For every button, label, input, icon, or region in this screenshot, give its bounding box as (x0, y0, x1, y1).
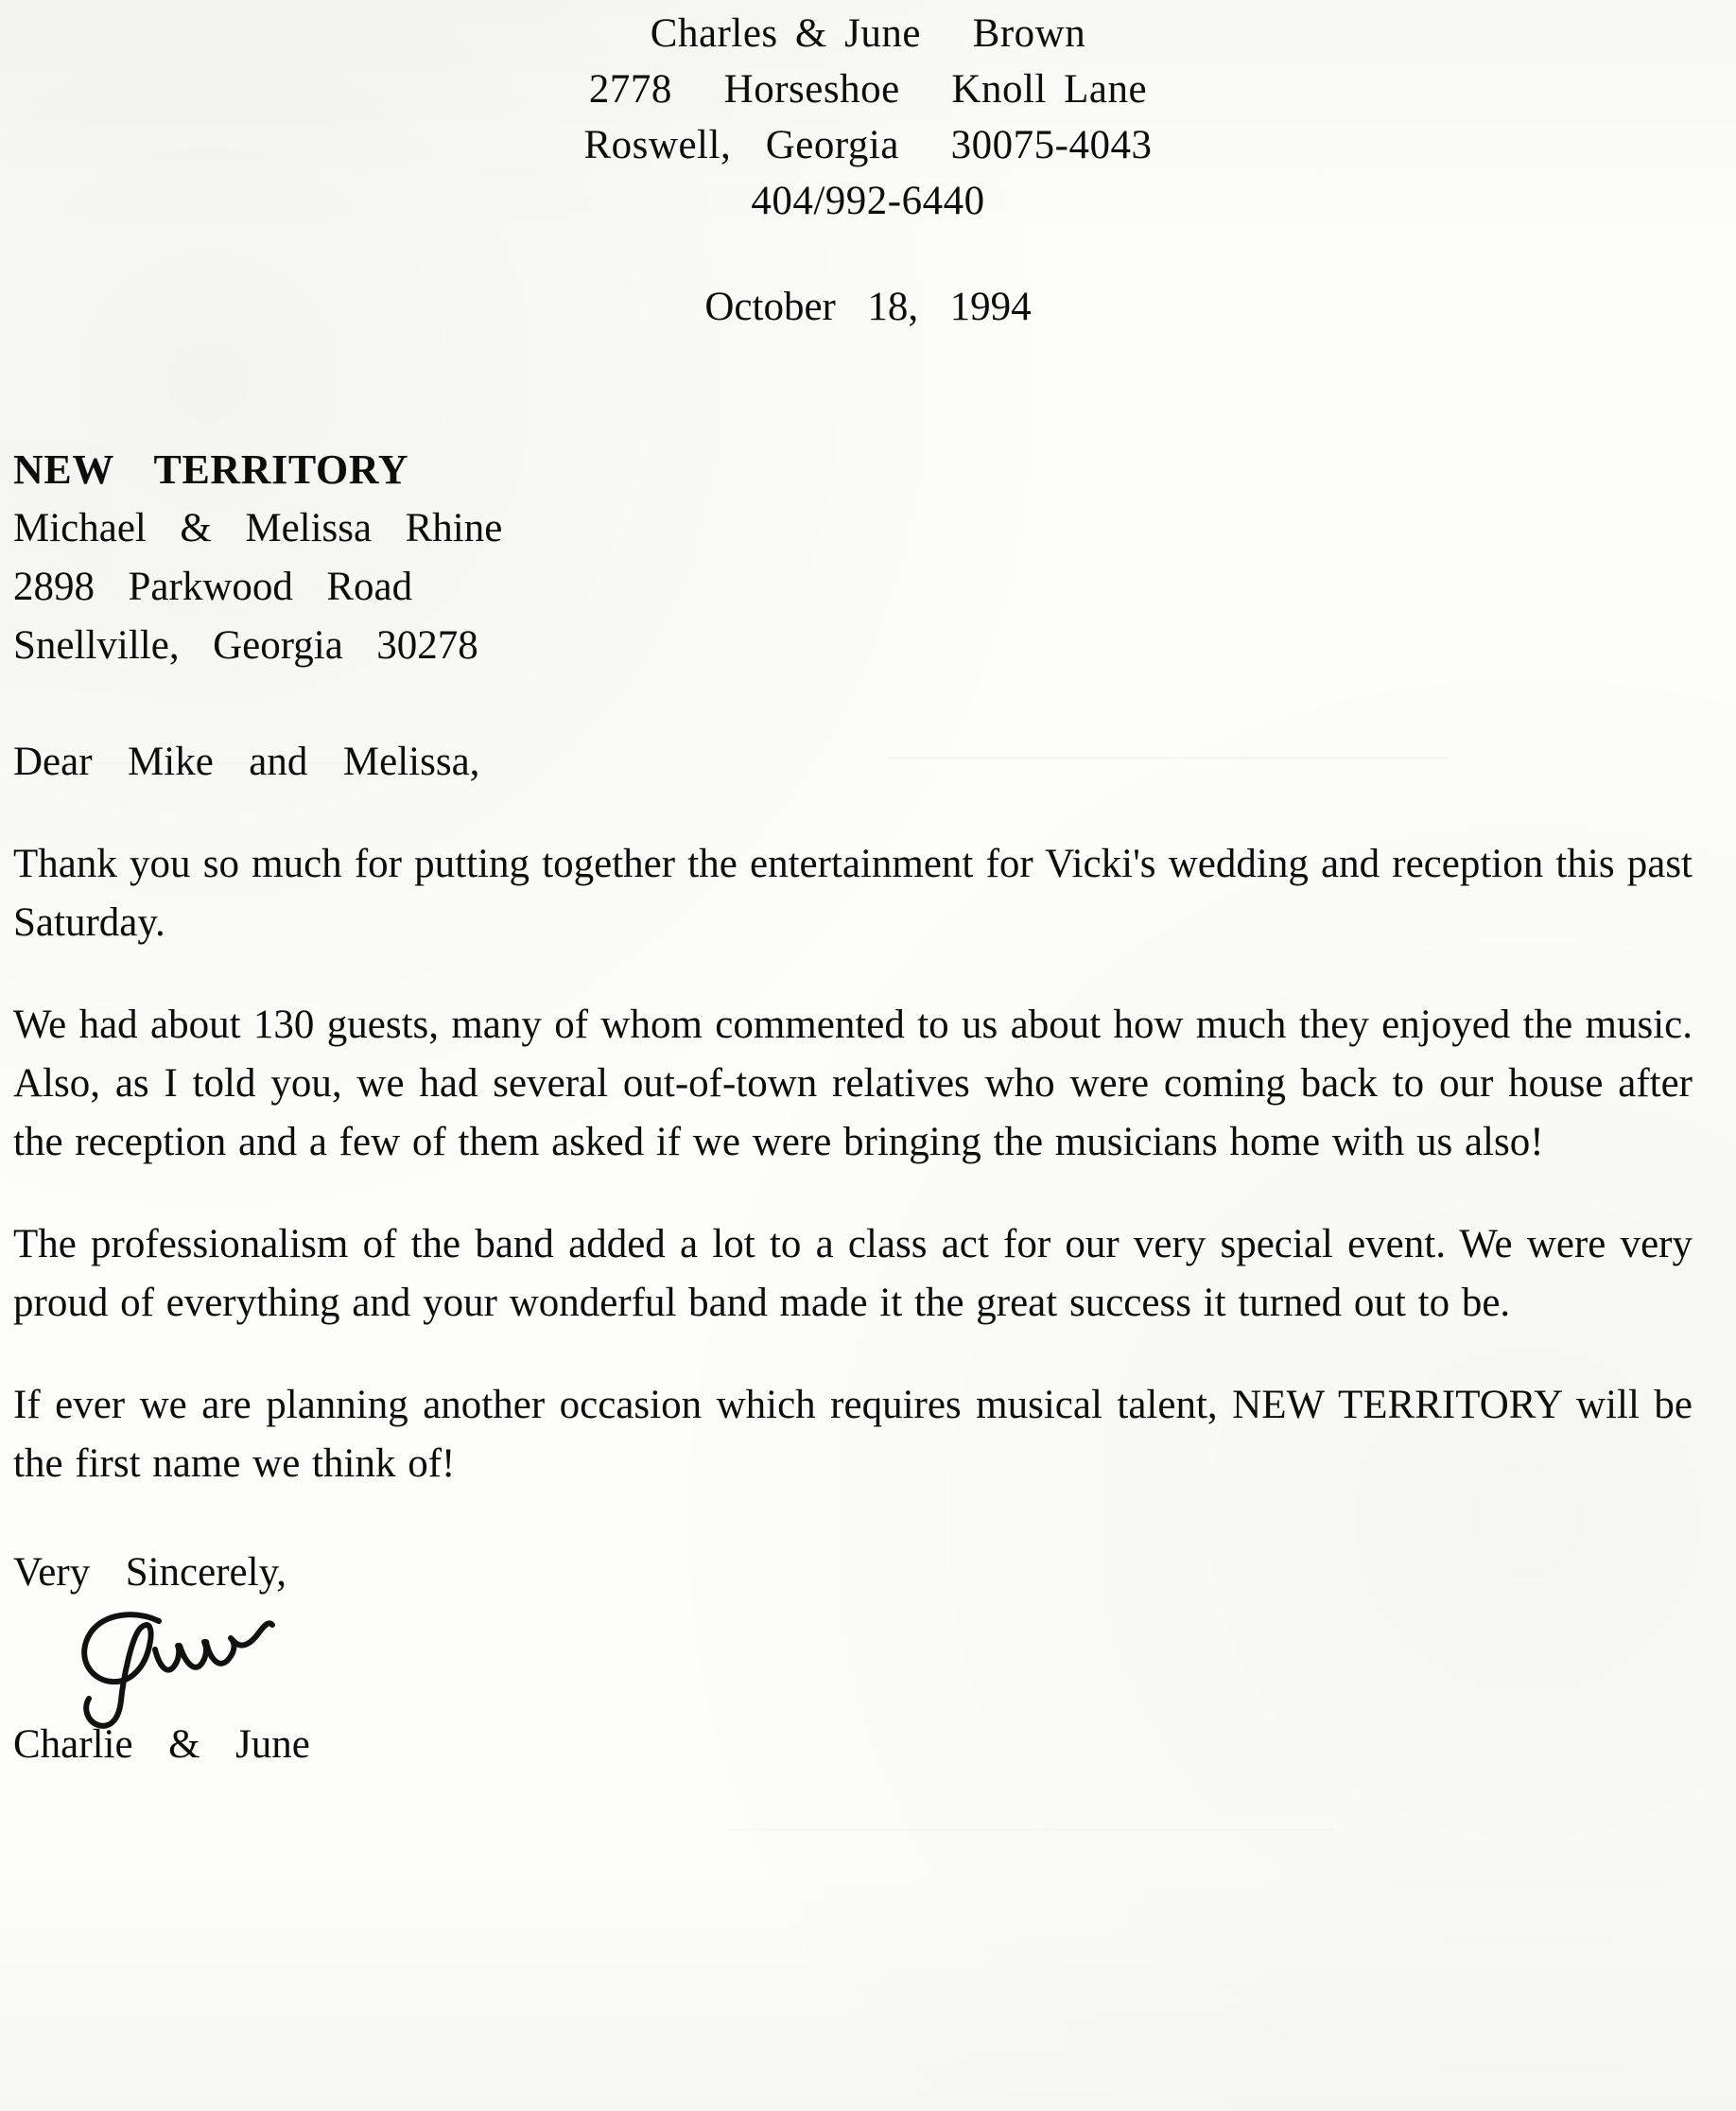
body-paragraph-1: Thank you so much for putting together the entertainment for Vicki's wedding and reception this past Saturday. (13, 842, 1693, 945)
body-paragraph-2: We had about 130 guests, many of whom commented to us about how much they enjoyed the music. Also, as I told you, we had several out-of-town relatives who were coming back to our house after the reception and a few of them asked if we were bringing the musicians home with us also! (13, 1003, 1693, 1164)
recipient-organization: NEW TERRITORY (13, 446, 409, 493)
recipient-address-block (13, 441, 1736, 675)
letterhead-city-state-zip: Roswell, Georgia 30075-4043 (583, 123, 1153, 167)
letter-body (13, 835, 1693, 1493)
body-paragraph-3: The professionalism of the band added a lot to a class act for our very special event. We were very proud of everything and your wonderful band made it the great success it turned out to be. (13, 1222, 1693, 1325)
signature-image (68, 1608, 1736, 1721)
salutation: Dear Mike and Melissa, (13, 740, 480, 784)
body-paragraph-4: If ever we are planning another occasion which requires musical talent, NEW TERRITORY will be the first name we think of! (13, 1383, 1693, 1486)
letterhead-phone: 404/992-6440 (751, 179, 985, 223)
letter-date: October 18, 1994 (704, 285, 1032, 329)
recipient-names: Michael & Melissa Rhine (13, 506, 503, 550)
signoff: Charlie & June (13, 1722, 310, 1767)
recipient-city-state-zip: Snellville, Georgia 30278 (13, 623, 478, 668)
letterhead-name: Charles & June Brown (650, 11, 1086, 56)
letterhead-street: 2778 Horseshoe Knoll Lane (588, 67, 1148, 112)
recipient-street: 2898 Parkwood Road (13, 565, 413, 609)
closing: Very Sincerely, (13, 1550, 287, 1595)
letterhead (0, 6, 1736, 229)
